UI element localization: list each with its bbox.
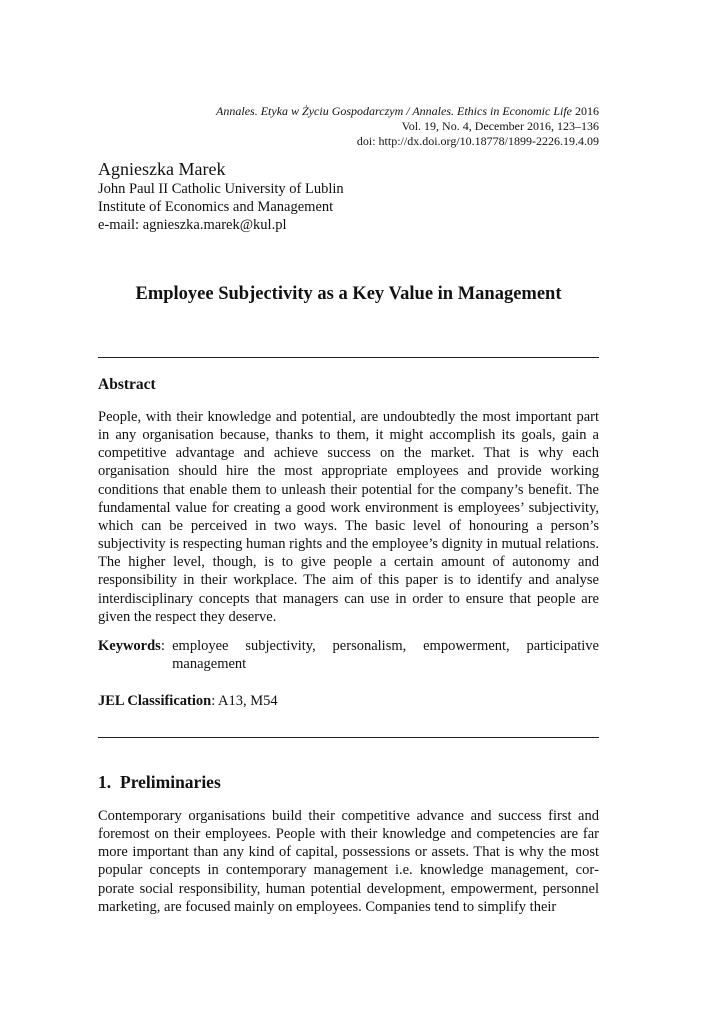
abstract-heading: Abstract bbox=[98, 376, 156, 393]
author-name: Agnieszka Marek bbox=[98, 159, 226, 179]
keywords bbox=[98, 637, 599, 673]
keywords-text: employee subjectivity, personalism, empowerment, participative management bbox=[172, 637, 599, 672]
section-paragraph: Contemporary organisations build their competitive advance and success first and foremost on their employees. People with their knowledge and competencies are far more important than any kind of capital, possessions or assets. That is why the most popular concepts in contemporary management i.e. knowledge management, corporate social responsibility, human potential development, empowerment, personnel marketing, are focused mainly on employees. Companies tend to simplify their bbox=[98, 807, 599, 915]
author-email: e-mail: agnieszka.marek@kul.pl bbox=[98, 217, 287, 233]
section-title: Preliminaries bbox=[120, 771, 221, 792]
author-affiliation-institute: Institute of Economics and Management bbox=[98, 199, 334, 215]
journal-header bbox=[98, 104, 599, 149]
paper-page bbox=[98, 104, 599, 916]
volume-line: Vol. 19, No. 4, December 2016, 123–136 bbox=[401, 119, 599, 133]
author-block bbox=[98, 158, 599, 234]
section-heading bbox=[98, 771, 599, 793]
author-affiliation-university: John Paul II Catholic University of Lublin bbox=[98, 181, 344, 197]
journal-name: Annales. Etyka w Życiu Gospodarczym / Annales. Ethics in Economic Life bbox=[216, 104, 572, 118]
jel-classification bbox=[98, 692, 599, 710]
abstract-top-rule bbox=[98, 357, 599, 358]
jel-value: : A13, M54 bbox=[211, 692, 278, 709]
abstract-bottom-rule bbox=[98, 737, 599, 738]
abstract-text: People, with their knowledge and potential, are undoubtedly the most important part in any organisation because, thanks to them, it might accomplish its goals, gain a competitive advantage and achieve success on the market. That is why each organisation should hire the most appropriate employees and provide working conditions that enable them to unleash their potential for the company’s benefit. The fundamental value for creating a good work environment is employees’ subjectivity, which can be perceived in two ways. The basic level of honouring a person’s subjectivity is respecting human rights and the employee’s dignity in mutual relations. The higher level, though, is to give people a certain amount of autonomy and responsibility in their workplace. The aim of this paper is to identify and analyse interdisciplinary concepts that managers can use in order to ensure that people are given the respect they deserve. bbox=[98, 409, 599, 625]
jel-label: JEL Classification bbox=[98, 692, 212, 709]
journal-line bbox=[98, 104, 599, 119]
keywords-colon: : bbox=[160, 637, 173, 654]
paper-title: Employee Subjectivity as a Key Value in Management bbox=[135, 284, 562, 304]
journal-year: 2016 bbox=[575, 104, 599, 118]
keywords-label: Keywords bbox=[98, 637, 161, 654]
section-number: 1. bbox=[98, 771, 112, 792]
doi-line: doi: http://dx.doi.org/10.18778/1899-2226.19.4.09 bbox=[356, 134, 599, 148]
